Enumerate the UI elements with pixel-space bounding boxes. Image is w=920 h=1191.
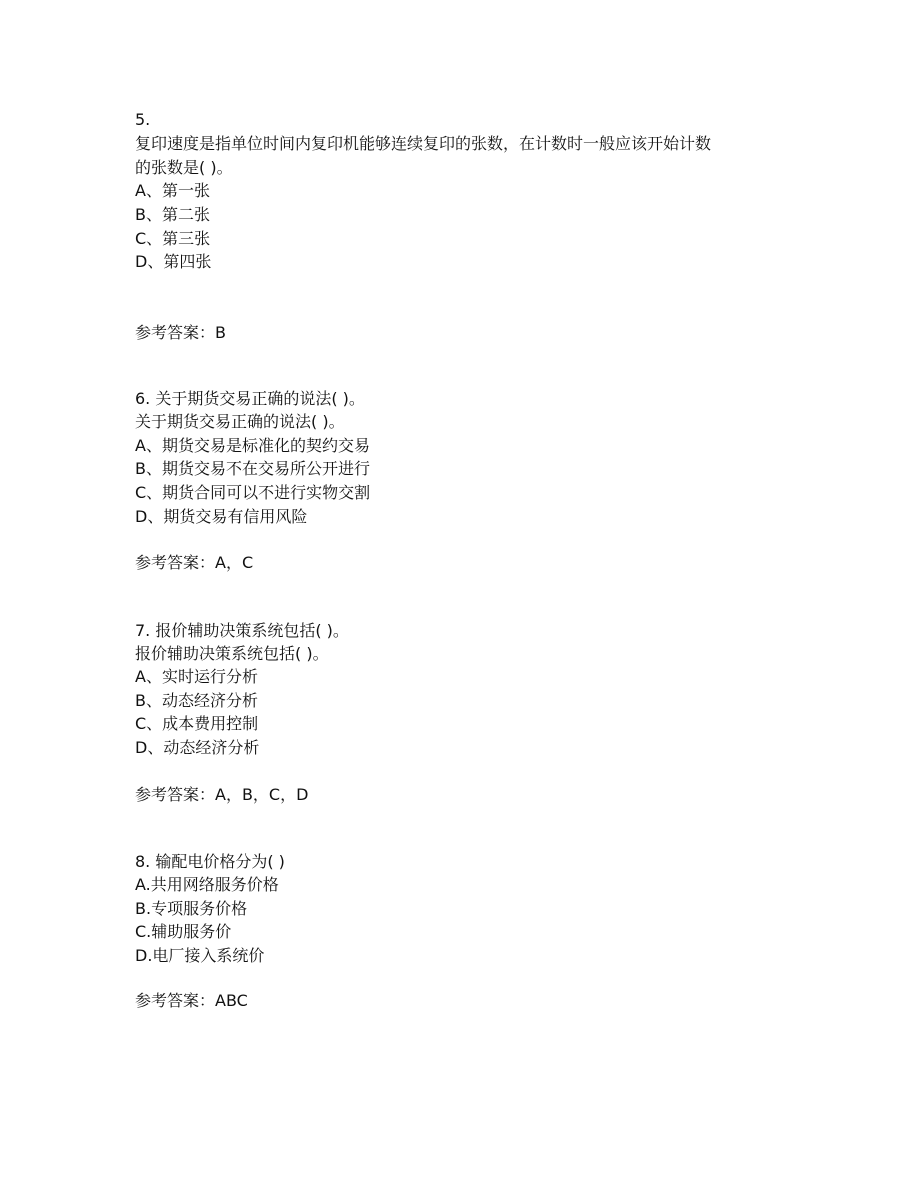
q5-option-c: C、第三张 — [135, 229, 211, 248]
q8-option-b: B.专项服务价格 — [135, 899, 248, 918]
q5-option-d: D、第四张 — [135, 252, 212, 271]
q5-option-b: B、第二张 — [135, 205, 210, 224]
q8-option-d: D.电厂接入系统价 — [135, 946, 265, 965]
q7-option-c: C、成本费用控制 — [135, 714, 259, 733]
q6-stem: 关于期货交易正确的说法( )。 — [135, 412, 345, 431]
q7-header: 7. 报价辅助决策系统包括( )。 — [135, 621, 349, 640]
q7-option-a: A、实时运行分析 — [135, 667, 258, 686]
q5-stem-line1: 复印速度是指单位时间内复印机能够连续复印的张数，在计数时一般应该开始计数 — [135, 134, 712, 153]
q6-option-d: D、期货交易有信用风险 — [135, 507, 308, 526]
q7-option-d: D、动态经济分析 — [135, 738, 260, 757]
q8-answer: 参考答案：ABC — [135, 991, 248, 1010]
q7-stem: 报价辅助决策系统包括( )。 — [135, 644, 329, 663]
q6-answer: 参考答案：A，C — [135, 553, 254, 572]
q6-option-c: C、期货合同可以不进行实物交割 — [135, 483, 371, 502]
q6-option-a: A、期货交易是标准化的契约交易 — [135, 436, 370, 455]
q5-number: 5. — [135, 110, 151, 129]
q7-option-b: B、动态经济分析 — [135, 691, 258, 710]
q8-option-a: A.共用网络服务价格 — [135, 875, 279, 894]
q6-header: 6. 关于期货交易正确的说法( )。 — [135, 389, 365, 408]
q5-option-a: A、第一张 — [135, 181, 210, 200]
q7-answer: 参考答案：A，B，C，D — [135, 785, 309, 804]
q5-stem-line2: 的张数是( )。 — [135, 158, 233, 177]
q8-header: 8. 输配电价格分为( ) — [135, 852, 285, 871]
q8-option-c: C.辅助服务价 — [135, 922, 232, 941]
q6-option-b: B、期货交易不在交易所公开进行 — [135, 459, 370, 478]
q5-answer: 参考答案：B — [135, 323, 226, 342]
